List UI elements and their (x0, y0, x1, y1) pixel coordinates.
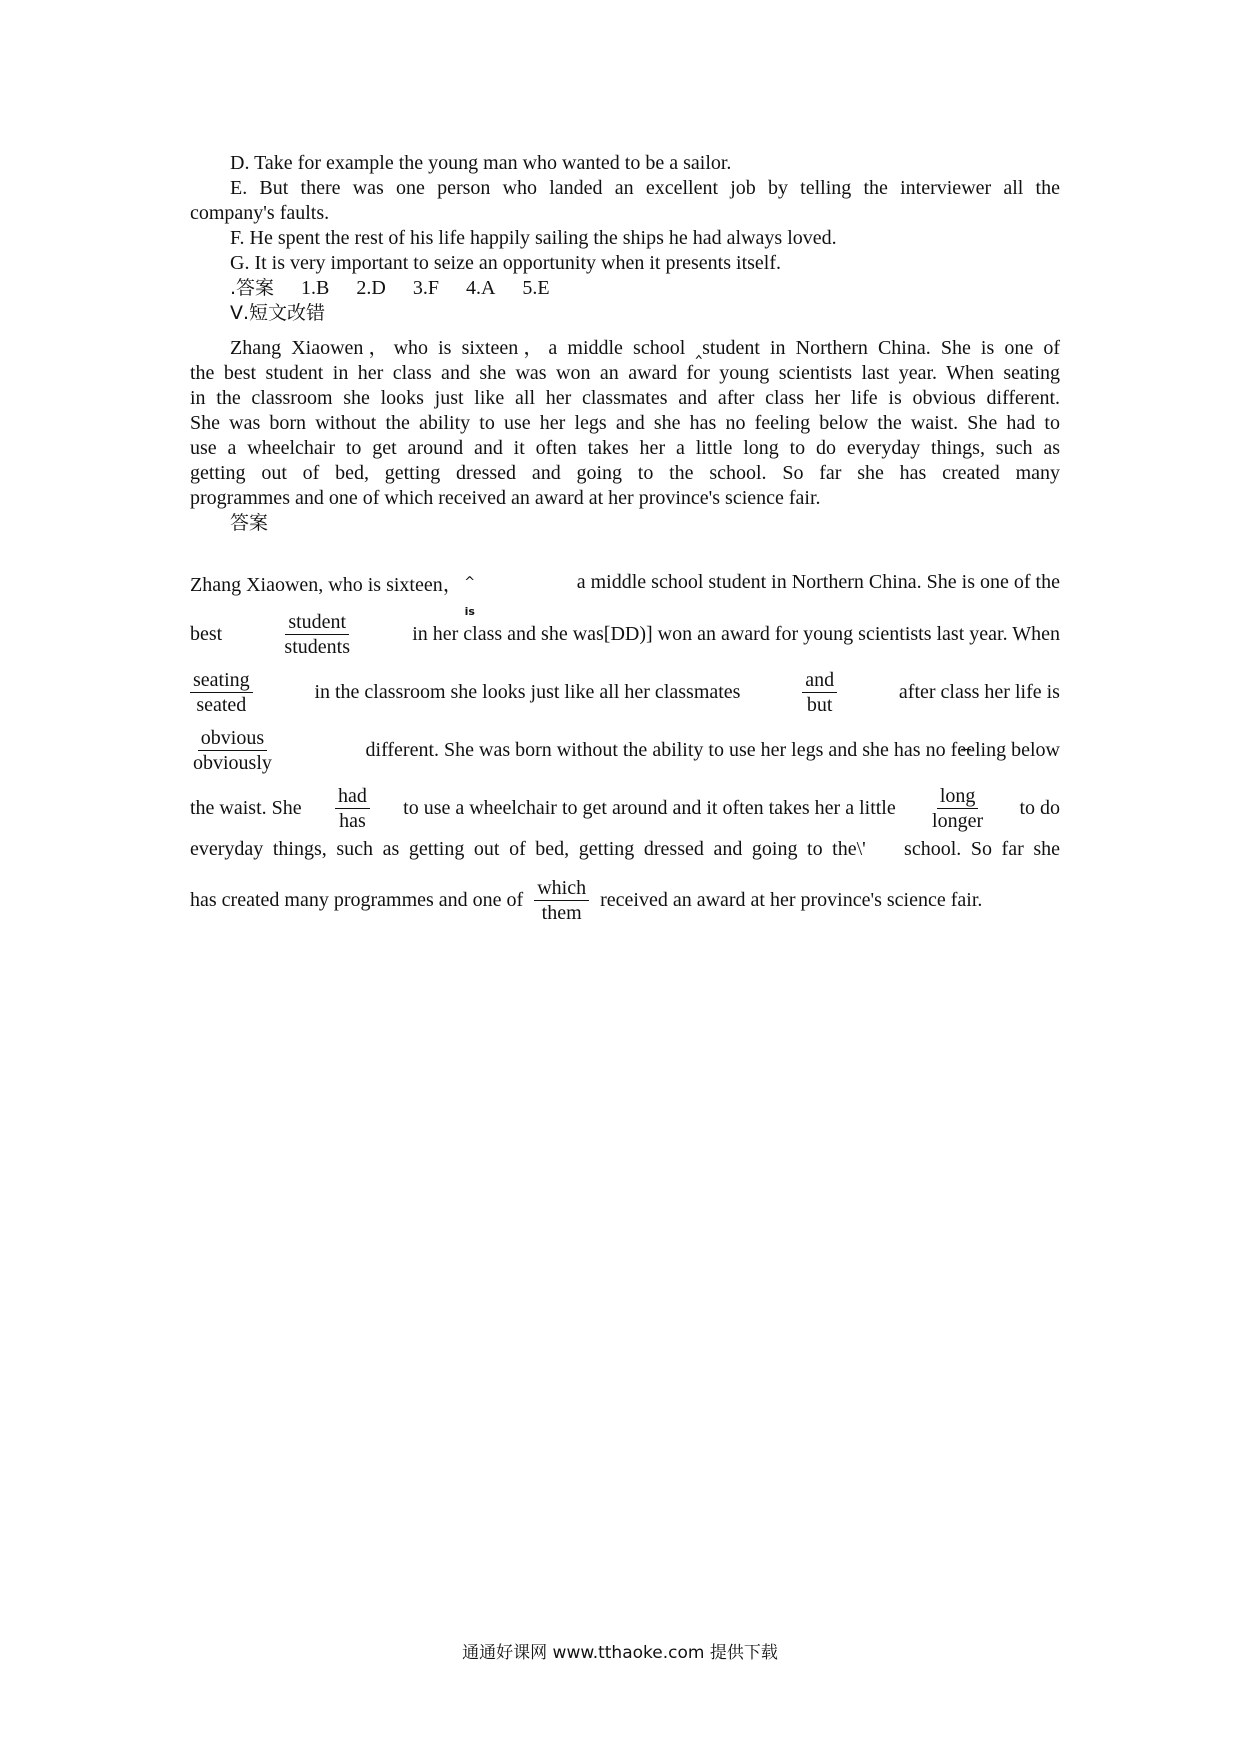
corrected-line-1 (190, 568, 1060, 618)
option-e-line2: company's faults. (190, 202, 330, 224)
corrected-text: a middle school student in Northern China. She is one of the (576, 571, 1060, 593)
correction-fraction (190, 668, 253, 717)
correction-fraction (534, 876, 589, 925)
passage-line: use a wheelchair to get around and it often takes her a little long to do everyday things, such as (190, 437, 1060, 459)
corrected-line-2 (190, 610, 1060, 659)
corrected-line-7 (190, 876, 1060, 925)
answer-item: 1.B (301, 277, 330, 299)
corrected-line-5 (190, 784, 1060, 833)
passage-line: programmes and one of which received an award at her province's science fair. (190, 487, 821, 509)
option-f: F. He spent the rest of his life happily sailing the ships he had always loved. (230, 227, 837, 249)
answer-key-label: .答案 (230, 277, 275, 299)
right-word: seated (196, 694, 247, 716)
corrected-line-6 (190, 838, 1060, 861)
corrected-text: to do (1019, 797, 1060, 819)
corrected-text: to use a wheelchair to get around and it often takes her a little (403, 797, 896, 819)
right-word: obviously (193, 752, 272, 774)
corrected-line-4 (190, 726, 1060, 775)
correction-fraction (281, 610, 353, 659)
wrong-word: seating (190, 668, 253, 693)
option-d: D. Take for example the young man who wanted to be a sailor. (230, 152, 732, 174)
passage-line: Zhang Xiaowen，who is sixteen，a middle school ‸student in Northern China. She is one of (230, 337, 1060, 359)
corrected-text: different. She was born without the ability to use her legs and she has no fe̶eling below (365, 739, 1060, 761)
corrected-text: in her class and she was[DD)] won an award for young scientists last year. When (412, 623, 1060, 645)
wrong-word: had (335, 784, 370, 809)
options-block (190, 151, 1060, 326)
answer-item: 5.E (522, 277, 550, 299)
correction-fraction (190, 726, 275, 775)
inserted-word: is (464, 605, 475, 618)
wrong-word: and (802, 668, 837, 693)
corrected-line-3 (190, 668, 1060, 717)
right-word: has (339, 810, 366, 832)
wrong-word: long (937, 784, 979, 809)
error-passage (190, 336, 1060, 536)
corrected-text: in the classroom she looks just like all her classmates (314, 681, 741, 703)
right-word: but (806, 694, 833, 716)
wrong-word: student (285, 610, 349, 635)
corrected-text: Zhang Xiaowen, who is sixteen， (190, 574, 463, 596)
corrected-text: has created many programmes and one of (190, 889, 524, 911)
corrected-text: after class her life is (898, 681, 1060, 703)
right-word: longer (932, 810, 984, 832)
wrong-word: which (534, 876, 589, 901)
corrected-text: best (190, 623, 223, 645)
corrected-text: everyday things, such as getting out of bed, getting dressed and going to the\' school. So far she (190, 838, 1060, 860)
right-word: them (541, 902, 582, 924)
option-g: G. It is very important to seize an opportunity when it presents itself. (230, 252, 781, 274)
corrected-text: the waist. She (190, 797, 302, 819)
correction-fraction (802, 668, 837, 717)
passage-line: She was born without the ability to use her legs and she has no feeling below the waist. She had to (190, 412, 1060, 434)
right-word: students (284, 636, 350, 658)
correction-fraction (335, 784, 370, 833)
passage-line: getting out of bed, getting dressed and going to the school. So far she has created many (190, 462, 1060, 484)
passage-line: in the classroom she looks just like all her classmates and after class her life is obvious different. (190, 387, 1060, 409)
answer-heading: 答案 (230, 512, 269, 534)
footer-source: 通通好课网 www.tthaoke.com 提供下载 (462, 1643, 778, 1663)
answer-item: 2.D (356, 277, 386, 299)
option-e-line1: E. But there was one person who landed an excellent job by telling the interviewer all the (230, 177, 1060, 199)
caret-symbol: ^ (464, 575, 476, 590)
section-v-title: Ⅴ.短文改错 (230, 302, 326, 324)
correction-fraction (929, 784, 986, 833)
answer-item: 4.A (465, 277, 496, 299)
answer-key-line (190, 276, 1060, 301)
answer-item: 3.F (412, 277, 439, 299)
wrong-word: obvious (198, 726, 267, 751)
corrected-text: received an award at her province's science fair. (600, 889, 983, 911)
passage-line: the best student in her class and she was won an award for young scientists last year. When seating (190, 362, 1060, 384)
